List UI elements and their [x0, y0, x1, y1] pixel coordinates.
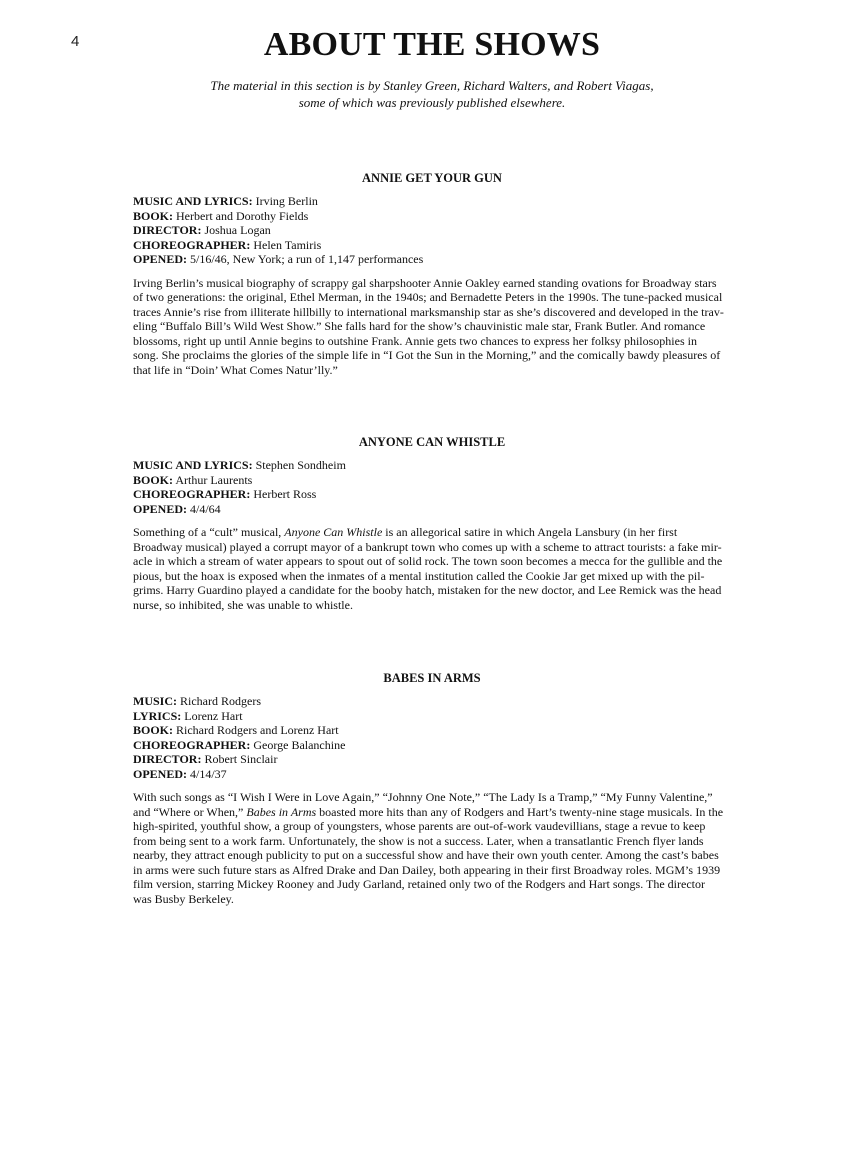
- credit-label: MUSIC AND LYRICS:: [133, 458, 253, 472]
- credit-line: [133, 767, 731, 782]
- show-title-italic: Anyone Can Whistle: [284, 525, 383, 539]
- credit-value: Irving Berlin: [255, 194, 318, 208]
- credit-line: [133, 223, 731, 238]
- description-line: Broadway musical) played a corrupt mayor of a bankrupt town who comes up with a scheme to attract tourists: a fake mir-: [133, 539, 722, 554]
- show-title-italic: Babes in Arms: [246, 804, 317, 819]
- description-line: [133, 805, 731, 820]
- description-line: Irving Berlin’s musical biography of scrappy gal sharpshooter Annie Oakley earned standing ovations for Broadway stars: [133, 275, 717, 290]
- credit-line: [133, 709, 731, 724]
- show-description: [133, 790, 731, 906]
- credit-label: OPENED:: [133, 766, 187, 781]
- credit-line: [133, 194, 731, 209]
- credit-line: [133, 473, 731, 488]
- credit-value: 4/14/37: [190, 766, 227, 781]
- credit-line: [133, 238, 731, 253]
- description-line: nearby, they attract enough publicity to put on a successful show and have their own youth center. Among the cast’s babes: [133, 848, 719, 862]
- description-line: grims. Harry Guardino played a candidate for the booby hatch, mistaken for the new doctor, and Lee Remick was the head: [133, 583, 722, 597]
- credit-label: BOOK:: [133, 208, 174, 223]
- credit-value: Robert Sinclair: [204, 752, 278, 766]
- credit-value: Herbert and Dorothy Fields: [176, 208, 309, 223]
- credit-label: MUSIC AND LYRICS:: [133, 194, 253, 208]
- credit-label: DIRECTOR:: [133, 752, 202, 766]
- credit-value: Stephen Sondheim: [255, 458, 346, 472]
- credit-value: Joshua Logan: [204, 223, 271, 237]
- show-babes-in-arms: [133, 671, 731, 906]
- credit-line: [133, 752, 731, 767]
- description-line: traces Annie’s rise from illiterate hillbilly to international marksmanship star as she’s discovered and developed in the trav-: [133, 304, 724, 319]
- description-line: film version, starring Mickey Rooney and Judy Garland, retained only two of the Rodgers and Hart songs. The director: [133, 877, 705, 891]
- credit-value: George Balanchine: [253, 737, 346, 752]
- credit-label: LYRICS:: [133, 708, 182, 723]
- description-line: was Busby Berkeley.: [133, 891, 234, 906]
- description-text: and “Where or When,”: [133, 804, 247, 819]
- credit-label: BOOK:: [133, 723, 174, 737]
- description-line: With such songs as “I Wish I Were in Love Again,” “Johnny One Note,” “The Lady Is a Tramp,” “My Funny Valentine,”: [133, 790, 713, 804]
- page-title: ABOUT THE SHOWS: [263, 26, 601, 63]
- credit-line: [133, 502, 731, 517]
- description-line: pious, but the hoax is exposed when the inmates of a mental institution called the Cookie Jar get mixed up with the pil-: [133, 568, 705, 583]
- show-title: ANNIE GET YOUR GUN: [362, 171, 502, 185]
- credit-label: CHOREOGRAPHER:: [133, 237, 251, 252]
- description-line: nurse, so inhibited, she was unable to whistle.: [133, 597, 353, 612]
- credit-label: CHOREOGRAPHER:: [133, 737, 251, 752]
- credit-label: OPENED:: [133, 501, 187, 516]
- credit-value: Richard Rodgers: [180, 694, 261, 708]
- credit-label: OPENED:: [133, 252, 187, 266]
- credit-line: [133, 738, 731, 753]
- description-line: of two generations: the original, Ethel Merman, in the 1940s; and Bernadette Peters in the 1990s. The tune-packed musical: [133, 290, 723, 304]
- credit-value: Richard Rodgers and Lorenz Hart: [176, 723, 339, 737]
- show-title: BABES IN ARMS: [383, 671, 481, 685]
- credit-value: Helen Tamiris: [253, 237, 322, 252]
- description-line: from being sent to a work farm. Unfortunately, the show is not a success. Later, when a transatlantic French flyer lands: [133, 833, 704, 848]
- show-title: ANYONE CAN WHISTLE: [358, 435, 506, 449]
- credit-line: [133, 723, 731, 738]
- description-text: Something of a “cult” musical,: [133, 525, 285, 539]
- credit-value: 5/16/46, New York; a run of 1,147 performances: [190, 252, 424, 266]
- description-line: blossoms, right up until Annie begins to outshine Frank. Annie gets two chances to express her folksy philosophies in: [133, 333, 697, 348]
- description-text: boasted more hits than any of Rodgers and Hart’s twenty-nine stage musicals. In the: [316, 804, 724, 819]
- page-number: 4: [71, 33, 80, 50]
- credit-line: [133, 209, 731, 224]
- show-description: [133, 525, 731, 612]
- credit-label: DIRECTOR:: [133, 223, 202, 237]
- credit-value: Lorenz Hart: [184, 708, 243, 723]
- intro-line: The material in this section is by Stanley Green, Richard Walters, and Robert Viagas,: [210, 78, 654, 93]
- credit-value: Herbert Ross: [253, 487, 317, 501]
- description-text: is an allegorical satire in which Angela Lansbury (in her first: [382, 525, 678, 539]
- credit-line: [133, 252, 731, 267]
- show-anyone-can-whistle: [133, 435, 731, 612]
- intro-line: some of which was previously published elsewhere.: [298, 94, 566, 110]
- credit-line: [133, 487, 731, 502]
- description-line: eling “Buffalo Bill’s Wild West Show.” She falls hard for the show’s chauvinistic male star, Frank Butler. And romance: [133, 319, 706, 333]
- description-line: acle in which a stream of water appears to spout out of solid rock. The town soon becomes a mecca for the gullible and the: [133, 554, 723, 568]
- credit-line: [133, 458, 731, 473]
- credit-label: CHOREOGRAPHER:: [133, 487, 251, 501]
- description-line: song. She proclaims the glories of the simple life in “I Got the Sun in the Morning,” and the comically bawdy pleasures of: [133, 348, 721, 362]
- show-description: [133, 276, 731, 378]
- description-line: [133, 525, 731, 540]
- show-annie-get-your-gun: [133, 171, 731, 377]
- credit-label: MUSIC:: [133, 694, 177, 708]
- credit-value: 4/4/64: [190, 501, 221, 516]
- description-line: high-spirited, youthful show, a group of youngsters, whose parents are out-of-work vaudevillians, stage a revue to keep: [133, 819, 706, 833]
- credit-value: Arthur Laurents: [175, 472, 253, 487]
- description-line: in arms were such future stars as Alfred Drake and Dan Dailey, both appearing in their first Broadway roles. MGM’s 1939: [133, 862, 721, 877]
- credit-line: [133, 694, 731, 709]
- intro-text: [0, 78, 864, 111]
- credit-label: BOOK:: [133, 472, 174, 487]
- description-line: that life in “Doin’ What Comes Natur’lly.”: [133, 362, 338, 377]
